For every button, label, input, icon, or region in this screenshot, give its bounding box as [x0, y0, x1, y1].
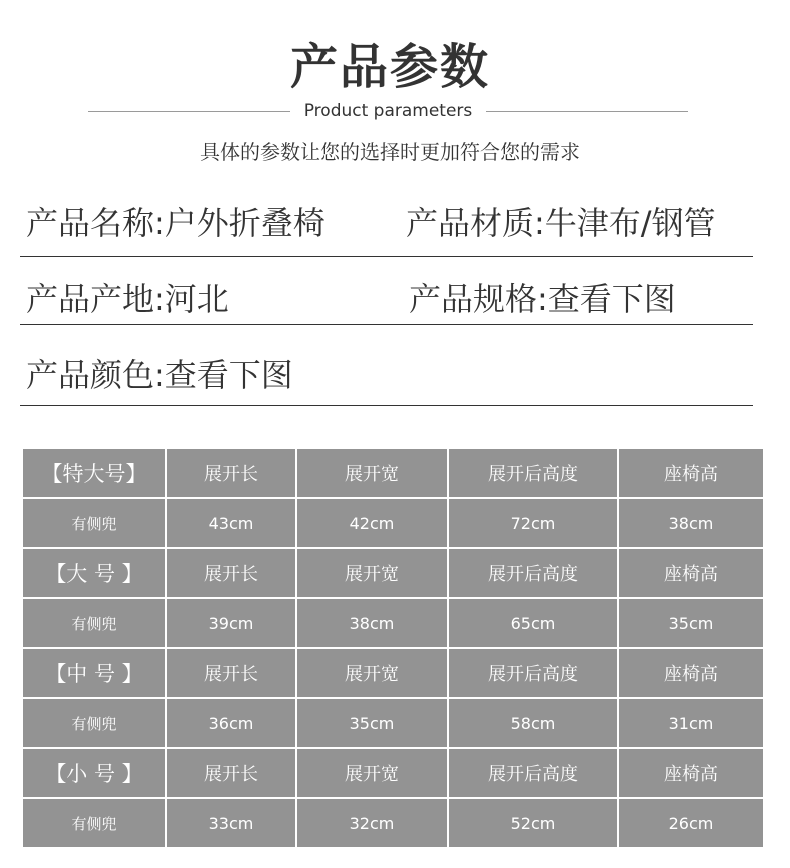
- value-height: 72cm: [448, 498, 618, 548]
- divider-right: [486, 111, 688, 112]
- header-seat-height: 座椅高: [618, 448, 764, 498]
- header-length: 展开长: [166, 648, 296, 698]
- header-width: 展开宽: [296, 748, 448, 798]
- table-row: [22, 798, 764, 848]
- value-length: 43cm: [166, 498, 296, 548]
- value-seat-height: 26cm: [618, 798, 764, 848]
- table-row: [22, 498, 764, 548]
- value-seat-height: 38cm: [618, 498, 764, 548]
- header-length: 展开长: [166, 548, 296, 598]
- value-height: 65cm: [448, 598, 618, 648]
- header-length: 展开长: [166, 748, 296, 798]
- table-row: [22, 448, 764, 498]
- side-pocket-label: 有侧兜: [22, 798, 166, 848]
- size-label-m: 【中 号 】: [22, 648, 166, 698]
- divider-left: [88, 111, 290, 112]
- header-width: 展开宽: [296, 548, 448, 598]
- page-title: 产品参数: [289, 39, 490, 95]
- header-height: 展开后高度: [448, 548, 618, 598]
- size-label-s: 【小 号 】: [22, 748, 166, 798]
- value-width: 35cm: [296, 698, 448, 748]
- spec-material: 产品材质:牛津布/钢管: [406, 204, 716, 242]
- side-pocket-label: 有侧兜: [22, 598, 166, 648]
- value-width: 42cm: [296, 498, 448, 548]
- page-subtitle: Product parameters: [303, 101, 473, 121]
- table-row: [22, 698, 764, 748]
- spec-origin: 产品产地:河北: [26, 280, 229, 318]
- spec-size: 产品规格:查看下图: [409, 280, 676, 318]
- spec-row-2: [20, 274, 753, 325]
- size-table: [21, 447, 765, 849]
- spec-color: 产品颜色:查看下图: [26, 356, 293, 394]
- header-seat-height: 座椅高: [618, 648, 764, 698]
- value-seat-height: 35cm: [618, 598, 764, 648]
- header-height: 展开后高度: [448, 648, 618, 698]
- header-width: 展开宽: [296, 448, 448, 498]
- header-length: 展开长: [166, 448, 296, 498]
- header-height: 展开后高度: [448, 448, 618, 498]
- header-width: 展开宽: [296, 648, 448, 698]
- header-height: 展开后高度: [448, 748, 618, 798]
- table-row: [22, 598, 764, 648]
- value-height: 52cm: [448, 798, 618, 848]
- value-length: 33cm: [166, 798, 296, 848]
- tagline: 具体的参数让您的选择时更加符合您的需求: [200, 140, 580, 164]
- value-length: 36cm: [166, 698, 296, 748]
- side-pocket-label: 有侧兜: [22, 498, 166, 548]
- value-seat-height: 31cm: [618, 698, 764, 748]
- table-row: [22, 548, 764, 598]
- header-seat-height: 座椅高: [618, 748, 764, 798]
- side-pocket-label: 有侧兜: [22, 698, 166, 748]
- value-width: 32cm: [296, 798, 448, 848]
- table-row: [22, 648, 764, 698]
- header-seat-height: 座椅高: [618, 548, 764, 598]
- table-row: [22, 748, 764, 798]
- value-width: 38cm: [296, 598, 448, 648]
- size-label-xl: 【特大号】: [22, 448, 166, 498]
- spec-row-3: [20, 350, 753, 406]
- subtitle-row: [88, 100, 688, 122]
- size-label-l: 【大 号 】: [22, 548, 166, 598]
- value-length: 39cm: [166, 598, 296, 648]
- spec-name: 产品名称:户外折叠椅: [26, 204, 325, 242]
- value-height: 58cm: [448, 698, 618, 748]
- spec-row-1: [20, 198, 753, 257]
